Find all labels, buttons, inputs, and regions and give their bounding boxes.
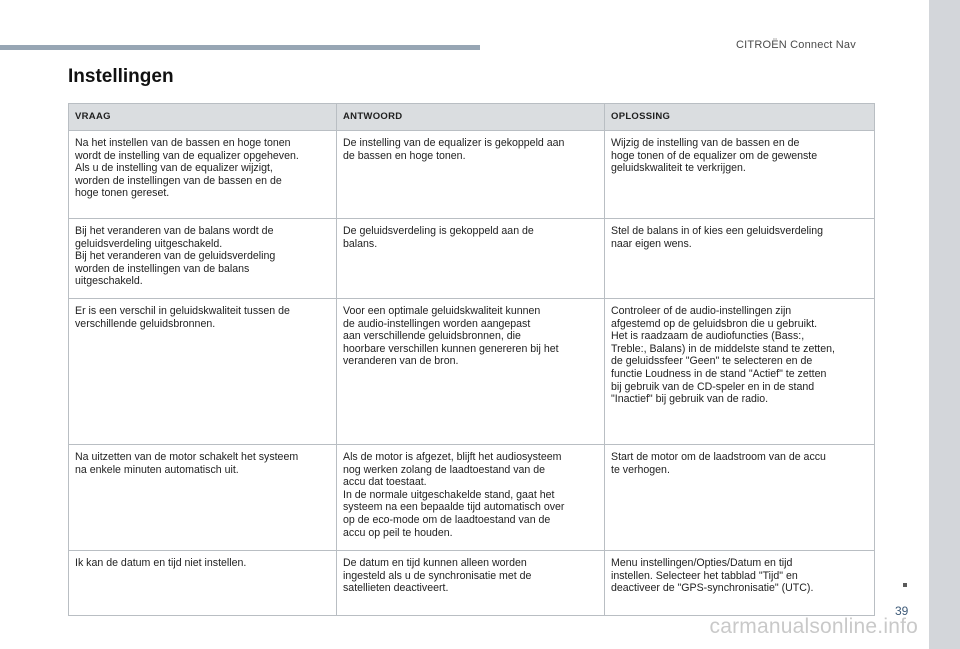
question-cell: Ik kan de datum en tijd niet instellen.	[69, 551, 337, 616]
page-number: 39	[895, 604, 909, 618]
column-header-answer: ANTWOORD	[337, 104, 605, 131]
page-end-marker	[903, 583, 907, 587]
table-row	[69, 299, 875, 445]
answer-cell: De geluidsverdeling is gekoppeld aan de balans.	[337, 219, 605, 299]
question-cell: Na het instellen van de bassen en hoge tonen wordt de instelling van de equalizer opgeheven. Als u de instelling van de equalizer wijzigt, worden de instellingen van de bassen en de hoge tonen gereset.	[69, 131, 337, 219]
watermark-text: carmanualsonline.info	[709, 615, 918, 638]
question-cell: Er is een verschil in geluidskwaliteit tussen de verschillende geluidsbronnen.	[69, 299, 337, 445]
solution-cell: Stel de balans in of kies een geluidsverdeling naar eigen wens.	[605, 219, 875, 299]
table-row	[69, 131, 875, 219]
answer-cell: Als de motor is afgezet, blijft het audiosysteem nog werken zolang de laadtoestand van de accu dat toestaat. In de normale uitgeschakelde stand, gaat het systeem na een bepaalde tijd automatisch over op de eco-mode om de laadtoestand van de accu op peil te houden.	[337, 445, 605, 551]
table-row	[69, 219, 875, 299]
column-header-question: VRAAG	[69, 104, 337, 131]
product-name: CITROËN Connect Nav	[736, 39, 856, 51]
table-row	[69, 551, 875, 616]
question-cell: Na uitzetten van de motor schakelt het systeem na enkele minuten automatisch uit.	[69, 445, 337, 551]
side-margin-strip	[929, 0, 960, 649]
header-accent-bar	[0, 45, 480, 50]
troubleshooting-table	[68, 103, 875, 616]
solution-cell: Controleer of de audio-instellingen zijn afgestemd op de geluidsbron die u gebruikt. Het is raadzaam de audiofuncties (Bass:, Treble:, Balans) in de middelste stand te zetten, de geluidssfeer "Geen" te selecteren en de functie Loudness in de stand "Actief" te zetten bij gebruik van de CD-speler en in de stand "Inactief" bij gebruik van de radio.	[605, 299, 875, 445]
page-title: Instellingen	[68, 66, 174, 87]
solution-cell: Menu instellingen/Opties/Datum en tijd instellen. Selecteer het tabblad "Tijd" en deactiveer de "GPS-synchronisatie" (UTC).	[605, 551, 875, 616]
table-header-row	[69, 104, 875, 131]
solution-cell: Wijzig de instelling van de bassen en de hoge tonen of de equalizer om de gewenste geluidskwaliteit te verkrijgen.	[605, 131, 875, 219]
solution-cell: Start de motor om de laadstroom van de accu te verhogen.	[605, 445, 875, 551]
question-cell: Bij het veranderen van de balans wordt de geluidsverdeling uitgeschakeld. Bij het veranderen van de geluidsverdeling worden de instellingen van de balans uitgeschakeld.	[69, 219, 337, 299]
table-row	[69, 445, 875, 551]
column-header-solution: OPLOSSING	[605, 104, 875, 131]
answer-cell: De instelling van de equalizer is gekoppeld aan de bassen en hoge tonen.	[337, 131, 605, 219]
answer-cell: Voor een optimale geluidskwaliteit kunnen de audio-instellingen worden aangepast aan verschillende geluidsbronnen, die hoorbare verschillen kunnen genereren bij het veranderen van de bron.	[337, 299, 605, 445]
answer-cell: De datum en tijd kunnen alleen worden ingesteld als u de synchronisatie met de satellieten deactiveert.	[337, 551, 605, 616]
